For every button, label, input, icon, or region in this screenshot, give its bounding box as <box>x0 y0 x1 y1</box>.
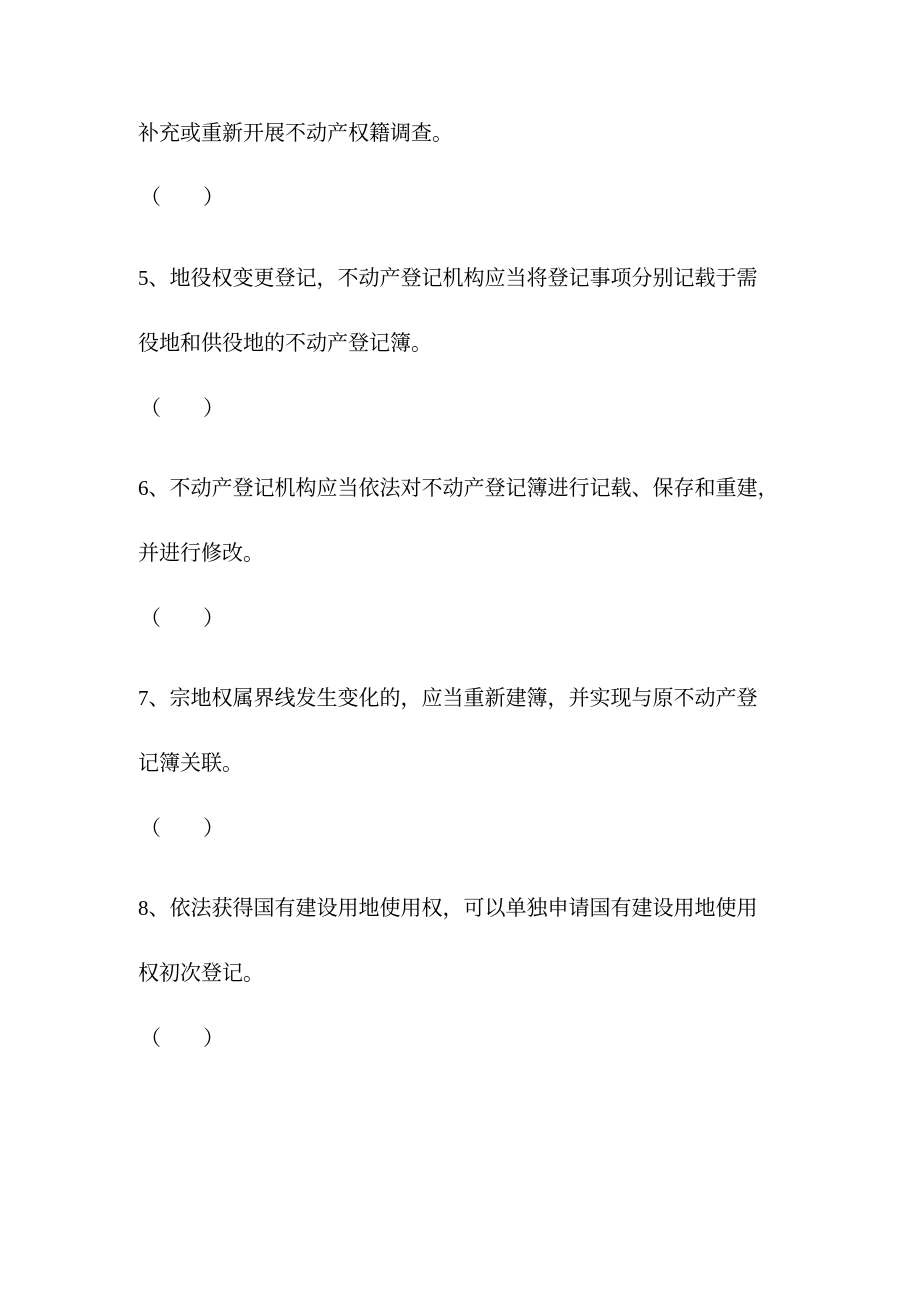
item-6-text-1: 、不动产登记机构应当依法对不动产登记簿进行记载、保存和重建， <box>148 476 779 500</box>
item-7-line-2: 记簿关联。 <box>138 751 243 775</box>
item-6-number: 6 <box>138 476 149 500</box>
item-7-answer-blank <box>140 813 224 843</box>
open-paren: （ <box>140 396 161 420</box>
item-8-line-2: 权初次登记。 <box>138 961 264 985</box>
open-paren: （ <box>140 816 161 840</box>
item-5-line-1 <box>138 263 758 293</box>
item-8-answer-blank <box>140 1023 224 1053</box>
item-7-text-1: 、宗地权属界线发生变化的，应当重新建簿，并实现与原不动产登 <box>148 686 758 710</box>
item-6-answer-blank <box>140 603 224 633</box>
close-paren: ） <box>203 1026 224 1050</box>
item-5-line-2: 役地和供役地的不动产登记簿。 <box>138 331 432 355</box>
open-paren: （ <box>140 1026 161 1050</box>
item-6-line-2: 并进行修改。 <box>138 541 264 565</box>
item-4-line-2: 补充或重新开展不动产权籍调查。 <box>138 121 453 145</box>
item-6-line-1 <box>138 473 779 503</box>
item-7-number: 7 <box>138 686 149 710</box>
open-paren: （ <box>140 606 161 630</box>
close-paren: ） <box>203 185 224 209</box>
item-5-number: 5 <box>138 266 149 290</box>
close-paren: ） <box>203 606 224 630</box>
item-4-answer-blank <box>140 182 224 212</box>
item-8-line-1 <box>138 893 758 923</box>
item-5-text-1: 、地役权变更登记，不动产登记机构应当将登记事项分别记载于需 <box>148 266 758 290</box>
close-paren: ） <box>203 816 224 840</box>
close-paren: ） <box>203 396 224 420</box>
item-8-number: 8 <box>138 896 149 920</box>
open-paren: （ <box>140 185 161 209</box>
item-7-line-1 <box>138 683 758 713</box>
item-8-text-1: 、依法获得国有建设用地使用权，可以单独申请国有建设用地使用 <box>148 896 758 920</box>
item-5-answer-blank <box>140 393 224 423</box>
